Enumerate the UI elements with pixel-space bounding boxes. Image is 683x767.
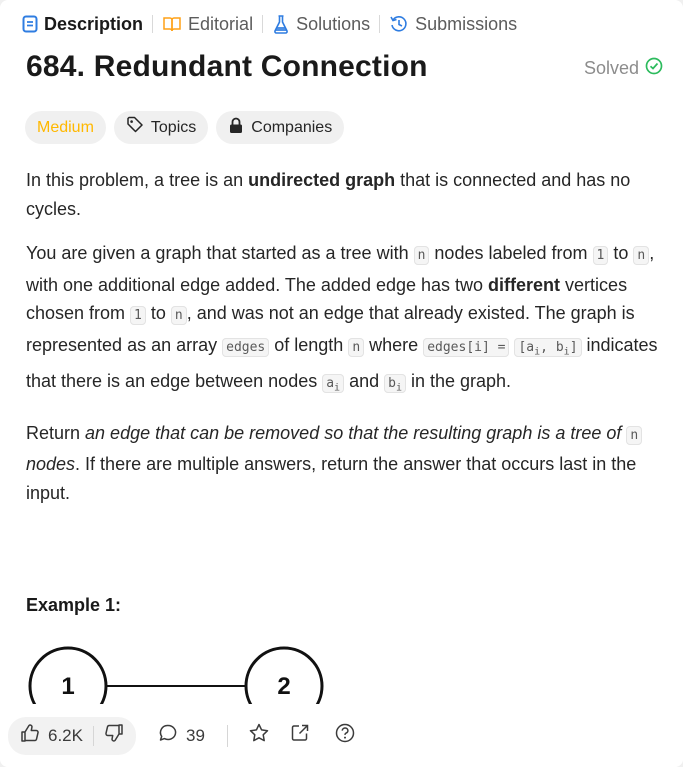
action-bar <box>0 704 683 767</box>
lock-icon <box>228 117 244 139</box>
problem-description <box>26 166 666 523</box>
question-circle-icon <box>334 722 356 749</box>
tab-divider <box>262 15 263 33</box>
graph-node-1-label: 1 <box>61 673 75 700</box>
dislike-button[interactable] <box>104 723 124 748</box>
book-icon <box>162 15 182 33</box>
graph-node-2-label: 2 <box>277 673 291 700</box>
example-heading: Example 1: <box>26 595 122 615</box>
tag-icon <box>126 116 144 139</box>
thumbs-down-icon <box>104 723 124 748</box>
tab-divider <box>379 15 380 33</box>
tab-submissions-label: Submissions <box>415 13 518 34</box>
tab-solutions[interactable] <box>272 14 370 35</box>
companies-label: Companies <box>251 118 333 136</box>
companies-button[interactable] <box>216 111 344 144</box>
solved-status <box>584 57 663 80</box>
check-circle-icon <box>645 57 663 80</box>
vote-group <box>8 717 136 755</box>
tab-editorial[interactable] <box>162 14 253 35</box>
like-count: 6.2K <box>48 725 83 745</box>
tab-divider <box>152 15 153 33</box>
comment-count: 39 <box>185 725 205 745</box>
tab-submissions[interactable] <box>389 14 517 35</box>
action-divider <box>227 725 228 747</box>
star-icon <box>248 722 270 749</box>
page-title[interactable]: 684. Redundant Connection <box>26 50 428 83</box>
comments-button[interactable] <box>158 723 205 748</box>
tab-solutions-label: Solutions <box>296 13 371 34</box>
like-button[interactable] <box>20 723 83 748</box>
topics-button[interactable] <box>114 111 208 144</box>
favorite-button[interactable] <box>248 722 270 749</box>
solved-label: Solved <box>583 58 639 78</box>
topics-label: Topics <box>150 118 197 136</box>
tag-pills <box>25 111 344 144</box>
tab-bar <box>0 0 683 48</box>
tab-editorial-label: Editorial <box>188 13 254 34</box>
share-button[interactable] <box>290 723 310 748</box>
history-icon <box>389 14 409 34</box>
paragraph-return: Return an edge that can be removed so that the resulting graph is a tree of n nodes. If there are multiple answers, return the answer that occurs last in the input. <box>26 419 666 508</box>
tab-description-label: Description <box>44 13 144 34</box>
paragraph-graph: You are given a graph that started as a tree with n nodes labeled from 1 to n , with one additional edge added. The added edge has two different vertices chosen from 1 to n , and was not an edge that already existed. The graph is represented as an array edges of length n where edges[i] = [$a_i$, $b_i$] indicates that there is an edge between nodes $a_i$ and $b_i$ in the graph. <box>26 243 658 394</box>
vote-divider <box>93 726 94 746</box>
paragraph-intro: In this problem, a tree is an undirected graph that is connected and has no cycles. <box>26 170 631 219</box>
thumbs-up-icon <box>20 723 40 748</box>
flask-icon <box>272 14 290 34</box>
external-link-icon <box>290 723 310 748</box>
difficulty-badge: Medium <box>25 111 106 144</box>
tab-description[interactable] <box>22 14 143 35</box>
comment-icon <box>158 723 178 748</box>
description-icon <box>22 15 38 33</box>
help-button[interactable] <box>334 722 356 749</box>
